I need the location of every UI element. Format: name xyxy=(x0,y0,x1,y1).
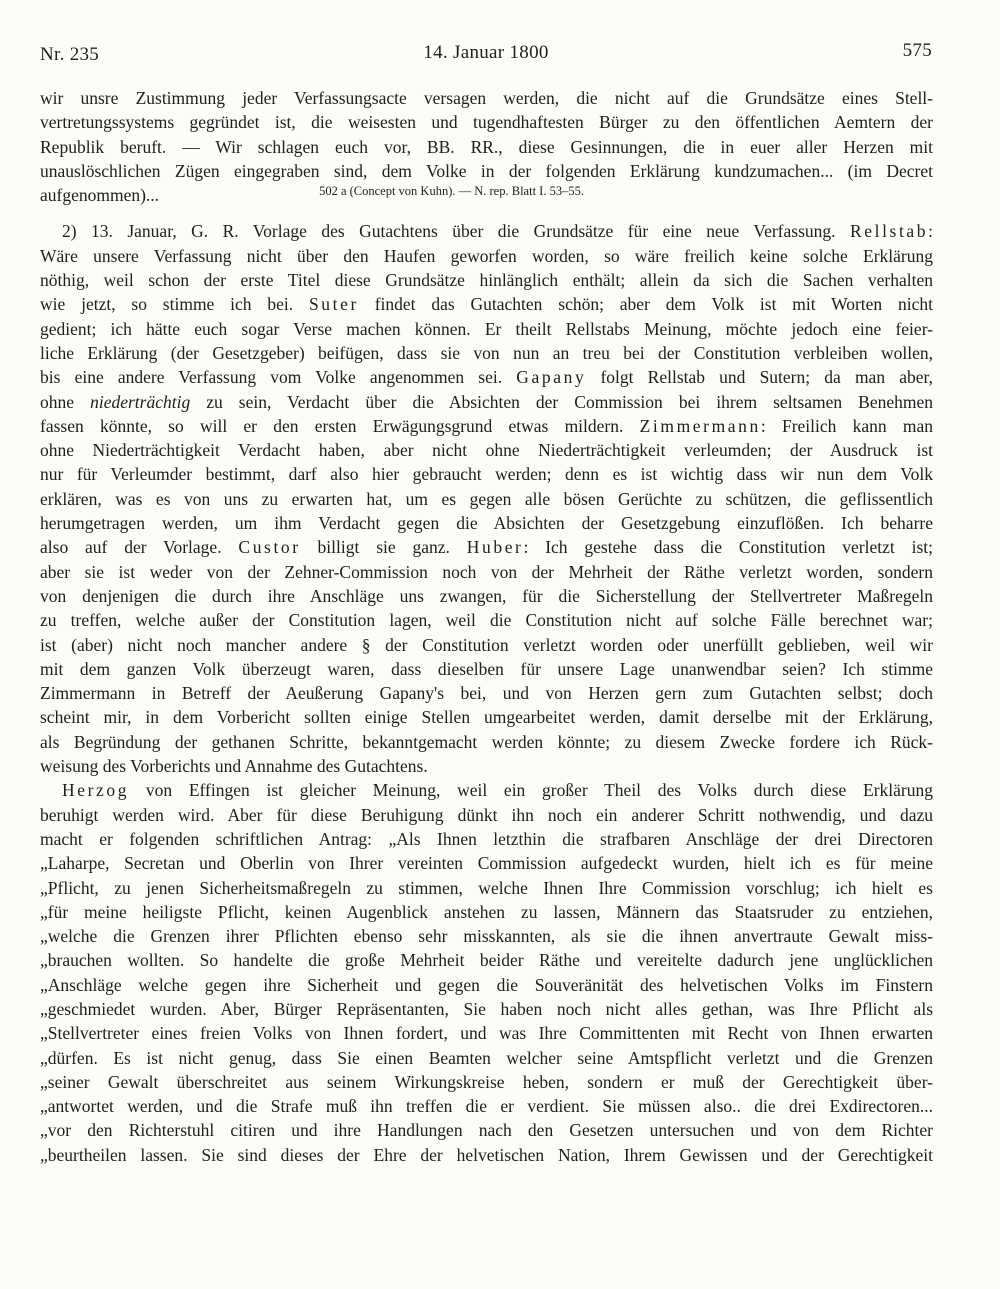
text-line xyxy=(40,390,933,414)
text-fragment: ohne xyxy=(40,391,75,412)
text-fragment: : Freilich kann man xyxy=(760,415,933,436)
text-line: „beurtheilen lassen. Sie sind dieses der Ehre der helvetischen Nation, Ihrem Gewissen und der Gerechtigkeit xyxy=(40,1144,933,1165)
text-line xyxy=(40,535,933,559)
text-line: „Laharpe, Secretan und Oberlin von Ihrer vereinten Commission aufgedeckt wurden, hielt ich es für meine xyxy=(40,853,933,874)
text-line: macht er folgenden schriftlichen Antrag: „Als Ihnen letzthin die strafbaren Anschläge der drei Directoren xyxy=(40,828,933,849)
text-line: von denjenigen die durch ihre Anschläge uns zwangen, für die Sicherstellung der Stellvertreter Maßregeln xyxy=(40,585,933,606)
running-head xyxy=(40,40,932,76)
text-fragment: : xyxy=(928,221,933,242)
text-fragment: findet das Gutachten schön; aber dem Volk ist mit Worten nicht xyxy=(374,294,934,315)
text-fragment: : Ich gestehe dass die Constitution verletzt ist; xyxy=(523,537,933,558)
speaker-name: Zimmermann xyxy=(639,415,761,436)
text-fragment: folgt Rellstab und Sutern; da man aber, xyxy=(600,367,934,388)
paragraph-item-2 xyxy=(40,219,933,778)
text-line: wir unsre Zustimmung jeder Verfassungsacte versagen werden, die nicht auf die Grundsätze eines Stell- xyxy=(40,88,933,108)
paragraph-gap xyxy=(40,209,933,219)
text-line xyxy=(40,219,933,243)
text-line: gedient; ich hätte euch sogar Verse machen können. Er theilt Rellstabs Meinung, möchte jedoch eine feier- xyxy=(40,318,933,339)
text-fragment: billigt sie ganz. xyxy=(317,537,450,558)
text-line: beruhigt werden wird. Aber für diese Beruhigung dünkt ihn noch ein anderer Schritt nothwendig, und dazu xyxy=(40,804,933,825)
text-line: Republik beruft. — Wir schlagen euch vor, BB. RR., diese Gesinnungen, die in euer aller Herzen mit xyxy=(40,136,933,157)
page-number: 575 xyxy=(902,40,932,61)
text-line xyxy=(40,778,933,802)
text-line: Zimmermann in Betreff der Aeußerung Gapany's bei, und von Herzen gern zum Gutachten selbst; doch xyxy=(40,683,933,704)
text-line: zu treffen, welche außer der Constitution lagen, weil die Constitution nicht auf solche Fälle berechnet war; xyxy=(40,610,933,631)
text-line: „vor den Richterstuhl citiren und ihre Handlungen nach den Gesetzen untersuchen und von dem Richter xyxy=(40,1120,933,1141)
text-line xyxy=(40,292,933,316)
speaker-name: Custor xyxy=(238,537,301,558)
text-line: weisung des Vorberichts und Annahme des Gutachtens. xyxy=(40,756,428,777)
text-line: „Anschläge welche gegen ihre Sicherheit und gegen die Souveränität des helvetischen Volks im Finstern xyxy=(40,974,933,995)
text-fragment: bis eine andere Verfassung vom Volke angenommen sei. xyxy=(40,367,503,388)
text-fragment: also auf der Vorlage. xyxy=(40,537,222,558)
text-line: als Begründung der gethanen Schritte, bekanntgemacht werden könnte; zu diesem Zwecke fordere ich Rück- xyxy=(40,731,933,752)
text-line: „welche die Grenzen ihrer Pflichten ebenso sehr misskannten, als sie die ihnen anvertraute Gewalt miss- xyxy=(40,926,933,947)
italic-word: niederträchtig xyxy=(90,391,191,412)
text-line: Wäre unsere Verfassung nicht über den Haufen geworfen worden, so wäre freilich keine solche Erklärung xyxy=(40,245,933,266)
running-head-date: 14. Januar 1800 xyxy=(423,42,549,63)
text-fragment: fassen könnte, so will er den ersten Erwägungsgrund etwas mildern. xyxy=(40,415,624,436)
paragraph-herzog xyxy=(40,778,933,1167)
text-line: „dürfen. Es ist nicht genug, dass Sie einen Beamten welcher seine Amtspflicht verletzt und die Grenzen xyxy=(40,1047,933,1068)
text-line: „Stellvertreter eines freien Volks von Ihnen fordert, und was Ihre Committenten mit Recht von Ihnen erwarten xyxy=(40,1023,933,1044)
text-line: scheint mir, in dem Vorbericht sollten einige Stellen umgearbeitet werden, damit derselbe mit der Erklärung, xyxy=(40,707,933,728)
source-note: 502 a (Concept von Kuhn). — N. rep. Blatt I. 53–55. xyxy=(319,184,584,199)
text-line xyxy=(40,414,933,438)
text-line: herumgetragen werden, um ihm Verdacht gegen die Absichten der Gesetzgebung einzuflößen. Ich beharre xyxy=(40,513,933,534)
text-line: liche Erklärung (der Gesetzgeber) beifügen, dass sie von nun an treu bei der Constitution verbleiben wollen, xyxy=(40,342,933,363)
text-line: „für meine heiligste Pflicht, keinen Augenblick anstehen zu lassen, Männern das Staatsruder zu entziehen, xyxy=(40,901,933,922)
text-fragment: aufgenommen)... xyxy=(40,185,160,206)
text-line: unauslöschlichen Zügen eingegraben sind, dem Volke in der folgenden Erklärung kundzumachen... (im Decret xyxy=(40,160,933,181)
text-fragment: von Effingen ist gleicher Meinung, weil ein großer Theil des Volks durch diese Erklärung xyxy=(145,780,934,801)
text-fragment: zu sein, Verdacht über die Absichten der Commission bei ihrem seltsamen Benehmen xyxy=(206,391,934,412)
text-line: nur für Verleumder bestimmt, darf also hier gebraucht werden; denn es ist wichtig dass wir nun dem Volk xyxy=(40,464,933,485)
text-line xyxy=(40,183,933,209)
text-line: „brauchen wollten. So handelte die große Mehrheit beider Räthe und vereitelte dadurch jene unglücklichen xyxy=(40,950,933,971)
text-line: ohne Niederträchtigkeit Verdacht haben, aber nicht ohne Niederträchtigkeit verleumden; der Ausdruck ist xyxy=(40,440,933,461)
text-line: „Pflicht, zu jenen Sicherheitsmaßregeln zu stimmen, welche Ihnen Ihre Commission vorschlug; ich hielt es xyxy=(40,877,933,898)
text-line: „antwortet werden, und die Strafe muß ihn treffen die er verdient. Sie müssen also.. die drei Exdirectoren... xyxy=(40,1096,933,1117)
text-line xyxy=(40,365,933,389)
text-line: vertretungssystems gegründet ist, die weisesten und tugendhaftesten Bürger zu den öffentlichen Aemtern der xyxy=(40,112,933,133)
text-line: aber sie ist weder von der Zehner-Commission noch von der Mehrheit der Räthe verletzt worden, sondern xyxy=(40,561,933,582)
document-number: Nr. 235 xyxy=(40,44,100,65)
speaker-name: Gapany xyxy=(516,367,587,388)
text-line: ist (aber) nicht noch mancher andere § der Constitution verletzt worden oder unerfüllt geblieben, weil wir xyxy=(40,634,933,655)
speaker-name: Suter xyxy=(308,294,359,315)
speaker-name: Herzog xyxy=(62,780,130,801)
text-fragment: 2) 13. Januar, G. R. Vorlage des Gutachtens über die Grundsätze für eine neue Verfassung. xyxy=(62,221,836,242)
speaker-name: Rellstab xyxy=(849,221,929,242)
text-line: erklären, was es von uns zu erwarten hat, um es gegen alle bösen Gerüchte zu schützen, die geflissentlich xyxy=(40,488,933,509)
speaker-name: Huber xyxy=(466,537,524,558)
text-line: „geschmiedet wurden. Aber, Bürger Repräsentanten, Sie haben noch nicht alles gethan, was Ihre Pflicht als xyxy=(40,998,933,1019)
text-line: nöthig, weil schon der erste Titel diese Grundsätze hinlänglich enthält; allein da sich die Sachen verhalten xyxy=(40,270,933,291)
body-text xyxy=(40,86,933,1167)
text-fragment: wie jetzt, so stimme ich bei. xyxy=(40,294,294,315)
text-line: mit dem ganzen Volk überzeugt waren, dass dieselben für unsere Lage unanwendbar seien? Ich stimme xyxy=(40,658,933,679)
paragraph-continuation xyxy=(40,86,933,209)
text-line: „seiner Gewalt überschreitet aus seinem Wirkungskreise heben, sondern er muß der Gerechtigkeit über- xyxy=(40,1071,933,1092)
